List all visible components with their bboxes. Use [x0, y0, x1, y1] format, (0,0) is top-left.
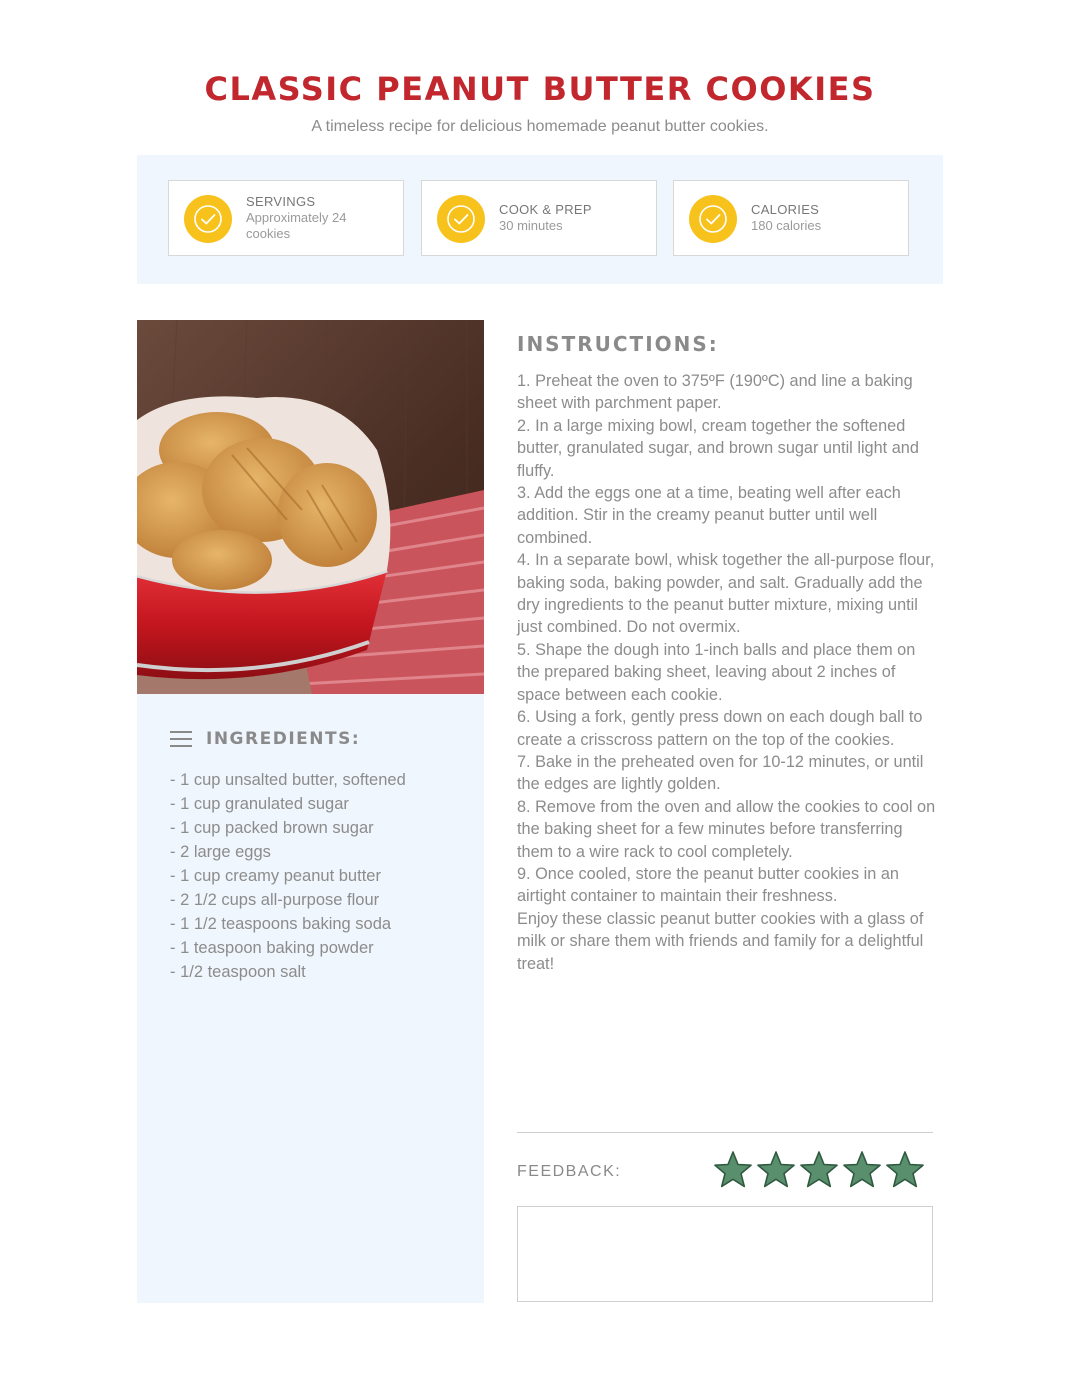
page-subtitle: A timeless recipe for delicious homemade peanut butter cookies.	[311, 118, 769, 135]
check-circle-icon	[437, 195, 485, 243]
ingredient-item: - 2 large eggs	[170, 843, 271, 861]
instruction-step: 4. In a separate bowl, whisk together the all-purpose flour, baking soda, baking powder, and salt. Gradually add the dry ingredients to the peanut butter mixture, mixing until just combined. Do not overmix.	[517, 551, 935, 637]
stat-card-cook-prep	[421, 180, 657, 256]
stat-card-calories	[673, 180, 909, 256]
ingredient-item: - 1 cup unsalted butter, softened	[170, 771, 406, 789]
stat-label: SERVINGS	[246, 194, 316, 209]
star-rating[interactable]	[713, 1150, 928, 1190]
instruction-step: 1. Preheat the oven to 375ºF (190ºC) and line a baking sheet with parchment paper.	[517, 372, 913, 413]
ingredients-header	[170, 729, 360, 749]
instructions-body	[517, 370, 937, 975]
instruction-step: 3. Add the eggs one at a time, beating well after each addition. Stir in the creamy peanut butter until well combined.	[517, 484, 901, 547]
stat-value: 30 minutes	[499, 218, 563, 233]
ingredient-item: - 1 teaspoon baking powder	[170, 939, 374, 957]
ingredient-item: - 1/2 teaspoon salt	[170, 963, 306, 981]
ingredient-item: - 1 cup packed brown sugar	[170, 819, 374, 837]
stats-band	[137, 155, 943, 284]
feedback-input[interactable]	[517, 1206, 933, 1302]
instruction-step: 2. In a large mixing bowl, cream together the softened butter, granulated sugar, and brown sugar until light and fluffy.	[517, 416, 919, 480]
instruction-step: Enjoy these classic peanut butter cookies with a glass of milk or share them with friends and family for a delightful treat!	[517, 909, 924, 973]
stat-card-servings	[168, 180, 404, 256]
ingredients-list	[170, 768, 406, 984]
star-icon[interactable]	[713, 1150, 753, 1190]
feedback-label: FEEDBACK:	[517, 1163, 622, 1180]
stat-value: 180 calories	[751, 218, 822, 233]
ingredients-title: INGREDIENTS:	[206, 729, 361, 749]
instruction-step: 8. Remove from the oven and allow the cookies to cool on the baking sheet for a few minutes before transferring them to a wire rack to cool completely.	[517, 797, 936, 861]
page-title: CLASSIC PEANUT BUTTER COOKIES	[204, 70, 876, 108]
instructions-title: INSTRUCTIONS:	[517, 332, 719, 356]
ingredient-item: - 1 1/2 teaspoons baking soda	[170, 915, 392, 933]
menu-icon	[170, 731, 192, 747]
star-icon[interactable]	[885, 1150, 925, 1190]
divider	[517, 1132, 933, 1133]
stat-value: Approximately 24 cookies	[246, 210, 347, 241]
cookies-photo	[137, 320, 484, 694]
star-icon[interactable]	[842, 1150, 882, 1190]
ingredient-item: - 1 cup creamy peanut butter	[170, 867, 381, 885]
instruction-step: 5. Shape the dough into 1-inch balls and place them on the prepared baking sheet, leaving about 2 inches of space between each cookie.	[517, 640, 916, 704]
stat-label: COOK & PREP	[499, 202, 592, 217]
instruction-step: 6. Using a fork, gently press down on each dough ball to create a crisscross pattern on the top of the cookies.	[517, 708, 923, 749]
instruction-step: 9. Once cooled, store the peanut butter cookies in an airtight container to maintain their freshness.	[517, 864, 899, 906]
instruction-step: 7. Bake in the preheated oven for 10-12 minutes, or until the edges are lightly golden.	[517, 752, 924, 794]
ingredient-item: - 2 1/2 cups all-purpose flour	[170, 891, 380, 909]
check-circle-icon	[184, 195, 232, 243]
stat-label: CALORIES	[751, 202, 820, 217]
star-icon[interactable]	[799, 1150, 839, 1190]
star-icon[interactable]	[756, 1150, 796, 1190]
ingredient-item: - 1 cup granulated sugar	[170, 795, 349, 813]
check-circle-icon	[689, 195, 737, 243]
ingredients-panel	[137, 320, 484, 1303]
